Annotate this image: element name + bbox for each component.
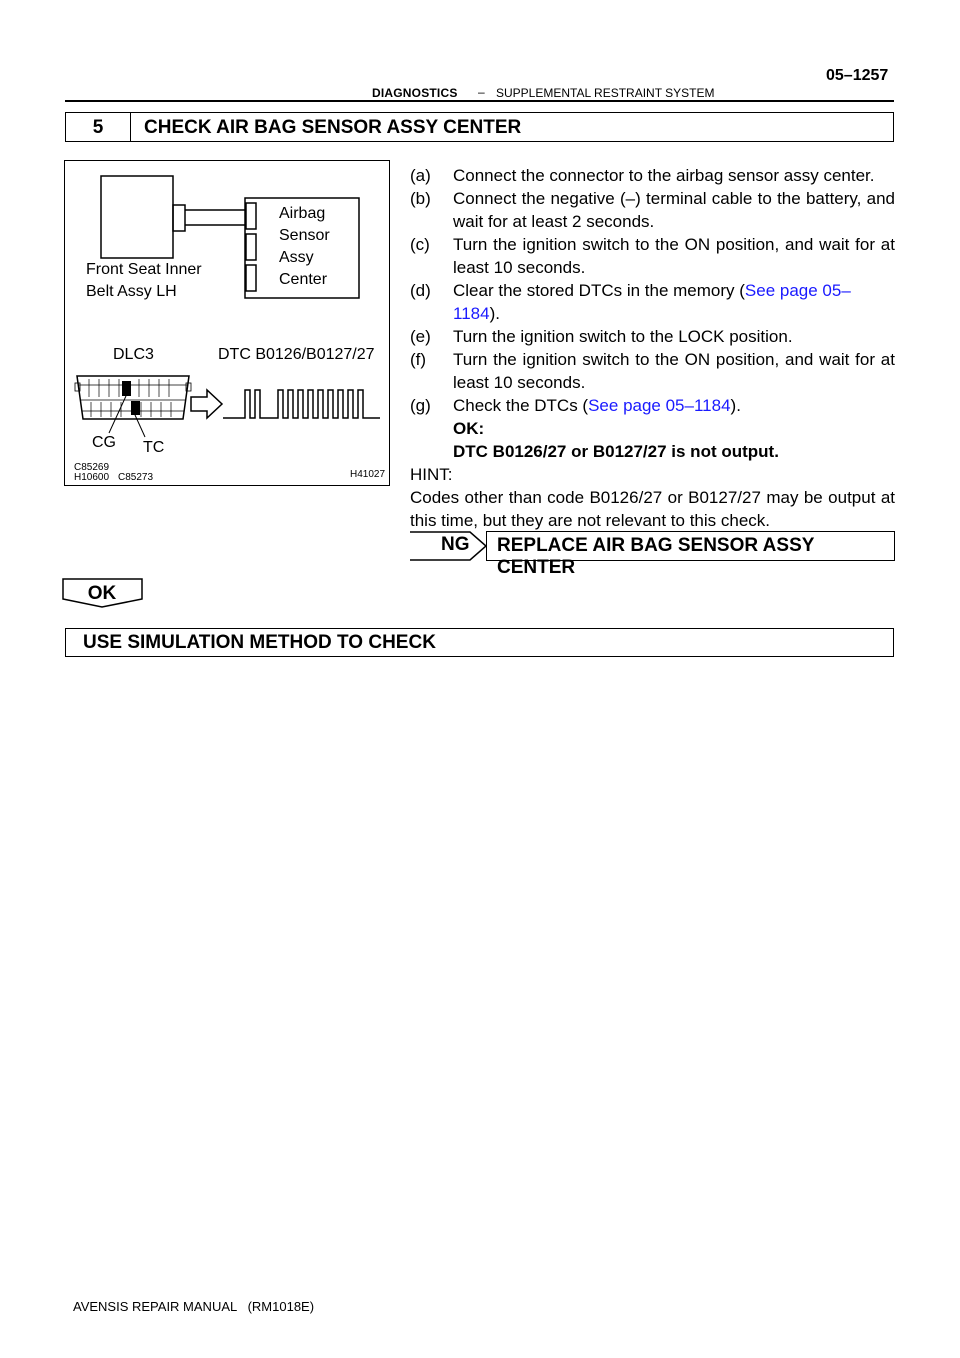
label-cg: CG	[92, 434, 116, 451]
figure-code-h41027: H41027	[350, 469, 386, 480]
ok-result-label: OK:	[453, 419, 485, 438]
final-action-box	[65, 628, 894, 657]
label-tc: TC	[143, 439, 165, 456]
ok-label: OK	[87, 583, 117, 604]
item-text-c: Turn the ignition switch to the ON position, and wait for at least 10 seconds.	[453, 235, 895, 277]
header-topic: SUPPLEMENTAL RESTRAINT SYSTEM	[496, 86, 715, 100]
front-seat-belt-box	[101, 176, 173, 258]
label-airbag-4: Center	[279, 271, 328, 288]
header-section: DIAGNOSTICS	[372, 86, 458, 100]
item-label-f: (f)	[410, 350, 427, 369]
item-label-b: (b)	[410, 189, 431, 208]
ng-label: NG	[441, 534, 470, 555]
label-airbag-3: Assy	[279, 249, 314, 266]
figure-code-h10600: H10600	[74, 472, 110, 483]
header-rule	[65, 100, 894, 102]
ng-action: REPLACE AIR BAG SENSOR ASSY CENTER	[497, 535, 815, 578]
item-text-d-before: Clear the stored DTCs in the memory (	[453, 281, 745, 300]
see-page-link-g[interactable]: See page 05–1184	[588, 396, 731, 415]
ok-result-text: DTC B0126/27 or B0127/27 is not output.	[453, 442, 779, 461]
page-number: 05–1257	[826, 67, 889, 84]
dlc3-cg-pin	[122, 381, 131, 396]
item-label-e: (e)	[410, 327, 431, 346]
item-text-g	[453, 394, 895, 417]
dlc3-connector	[75, 376, 191, 437]
step-number: 5	[66, 113, 131, 141]
header-separator: –	[478, 85, 485, 99]
item-text-g-after: ).	[730, 396, 741, 415]
figure-code-c85269: C85269	[74, 462, 110, 473]
item-text-d	[453, 279, 853, 325]
dlc3-tc-pin	[131, 401, 140, 415]
label-airbag-2: Sensor	[279, 227, 330, 244]
sensor-connector-2	[246, 234, 256, 260]
sensor-connector-3	[246, 265, 256, 291]
item-label-d: (d)	[410, 281, 431, 300]
step-header	[65, 112, 894, 142]
label-dlc3: DLC3	[113, 346, 154, 363]
step-title: CHECK AIR BAG SENSOR ASSY CENTER	[144, 117, 522, 138]
item-label-c: (c)	[410, 235, 430, 254]
ng-action-box	[486, 531, 895, 578]
ok-branch	[62, 578, 144, 608]
label-dtc: DTC B0126/B0127/27	[218, 346, 375, 363]
item-text-d-after: ).	[489, 304, 500, 323]
ng-branch	[410, 531, 895, 578]
item-text-e: Turn the ignition switch to the LOCK position.	[453, 327, 793, 346]
footer: AVENSIS REPAIR MANUAL (RM1018E)	[73, 1299, 315, 1314]
label-airbag-1: Airbag	[279, 205, 326, 222]
item-text-f: Turn the ignition switch to the ON position, and wait for at least 10 seconds.	[453, 350, 895, 392]
item-label-a: (a)	[410, 166, 431, 185]
item-label-g: (g)	[410, 396, 431, 415]
label-front-seat-2: Belt Assy LH	[86, 283, 177, 300]
hint-label: HINT:	[410, 465, 453, 484]
sensor-connector-1	[246, 203, 256, 229]
figure-code-c85273: C85273	[118, 472, 154, 483]
dtc-waveform	[223, 390, 380, 418]
direction-arrow	[191, 390, 222, 418]
see-page-link-d[interactable]: See page 05–1184	[453, 281, 851, 323]
hint-text: Codes other than code B0126/27 or B0127/27 may be output at this time, but they are not relevant to this check.	[410, 488, 895, 530]
wiring-figure	[64, 160, 390, 486]
item-text-a: Connect the connector to the airbag sensor assy center.	[453, 166, 875, 185]
label-front-seat-1: Front Seat Inner	[86, 261, 202, 278]
belt-connector	[173, 205, 185, 231]
final-action: USE SIMULATION METHOD TO CHECK	[83, 632, 436, 653]
item-text-g-before: Check the DTCs (	[453, 396, 589, 415]
item-text-b: Connect the negative (–) terminal cable to the battery, and wait for at least 2 seconds.	[453, 189, 895, 231]
